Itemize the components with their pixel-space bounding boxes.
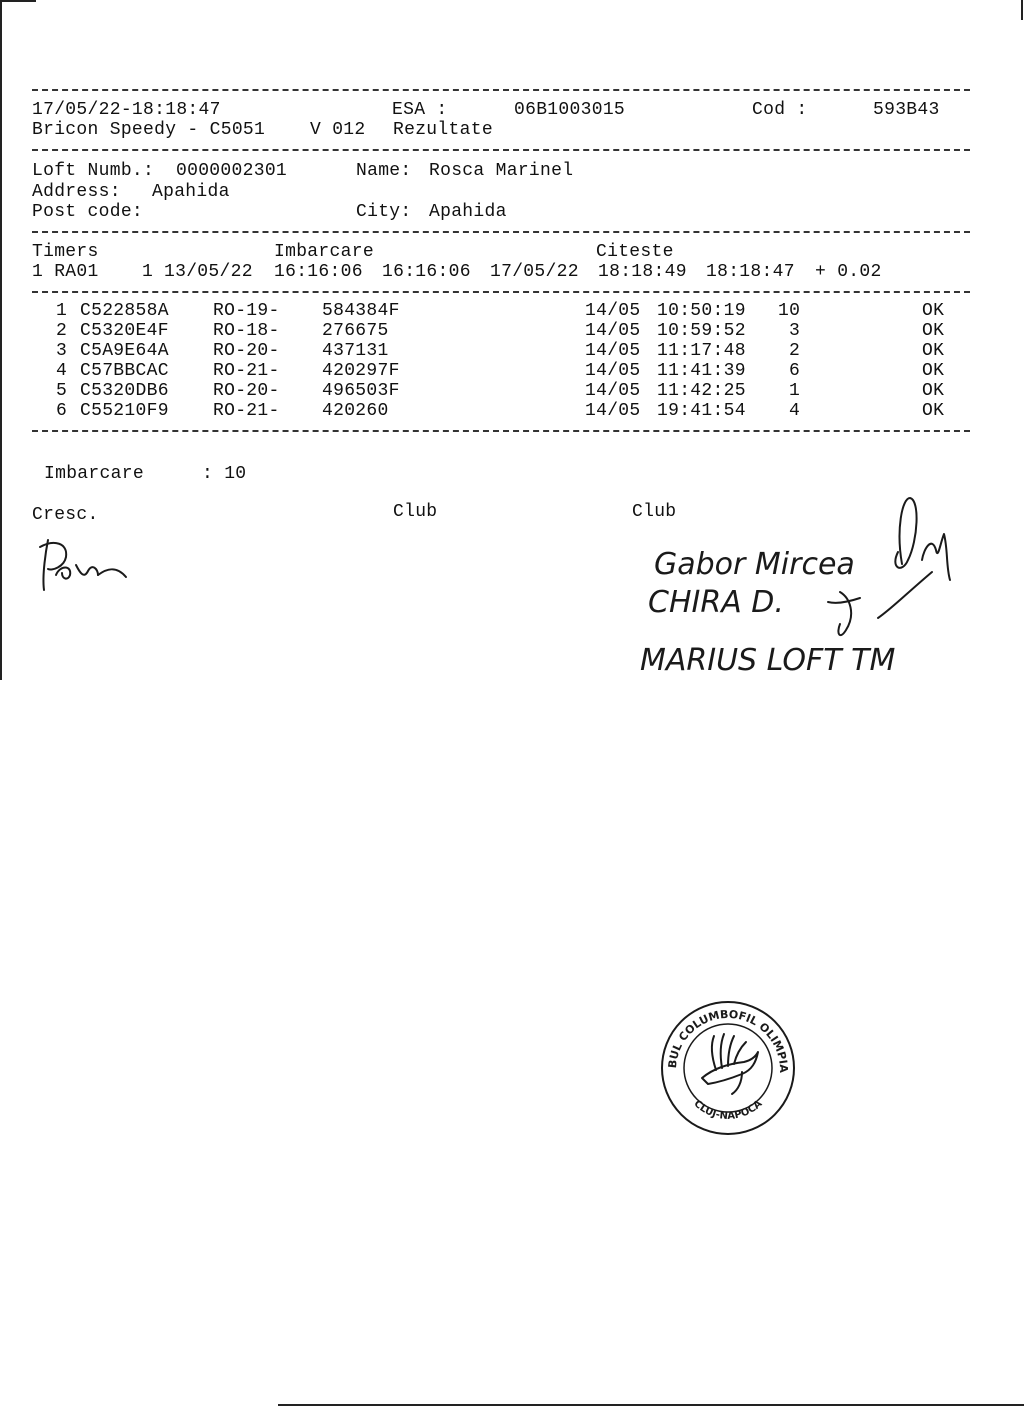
row-number: 2 bbox=[56, 321, 68, 341]
handwritten-line-1: Gabor Mircea bbox=[654, 547, 855, 582]
imbarcare-summary-value: : 10 bbox=[202, 464, 247, 484]
row-number: 4 bbox=[56, 361, 68, 381]
row-number: 3 bbox=[56, 341, 68, 361]
club-stamp bbox=[653, 988, 798, 1138]
separator-line bbox=[32, 149, 970, 151]
arrival-date: 14/05 bbox=[585, 381, 641, 401]
timer-basket-time: 16:16:06 bbox=[274, 262, 363, 282]
place-value: 6 bbox=[789, 361, 801, 381]
ring-number: 496503F bbox=[322, 381, 400, 401]
chip-code: C5A9E64A bbox=[80, 341, 169, 361]
document-type: Rezultate bbox=[393, 120, 493, 140]
place-value: 4 bbox=[789, 401, 801, 421]
arrival-date: 14/05 bbox=[585, 341, 641, 361]
place-value: 1 bbox=[789, 381, 801, 401]
chip-code: C55210F9 bbox=[80, 401, 169, 421]
chip-code: C57BBCAC bbox=[80, 361, 169, 381]
ring-series: RO-21- bbox=[213, 361, 280, 381]
fancier-name: Rosca Marinel bbox=[429, 161, 574, 181]
loft-number: 0000002301 bbox=[176, 161, 288, 181]
scan-border-top bbox=[0, 0, 36, 2]
esa-label: ESA : bbox=[392, 100, 448, 120]
ring-series: RO-21- bbox=[213, 401, 280, 421]
ring-number: 437131 bbox=[322, 341, 389, 361]
ring-number: 420297F bbox=[322, 361, 400, 381]
ring-series: RO-19- bbox=[213, 301, 280, 321]
status-value: OK bbox=[922, 341, 945, 361]
row-number: 6 bbox=[56, 401, 68, 421]
cod-value: 593B43 bbox=[873, 100, 940, 120]
arrival-time: 11:42:25 bbox=[657, 381, 746, 401]
arrival-date: 14/05 bbox=[585, 301, 641, 321]
timer-basket-date: 13/05/22 bbox=[164, 262, 253, 282]
status-value: OK bbox=[922, 361, 945, 381]
imbarcare-summary-label: Imbarcare bbox=[44, 464, 144, 484]
esa-value: 06B1003015 bbox=[514, 100, 626, 120]
svg-text:CLUBUL COLUMBOFIL OLIMPIA 04: CLUBUL COLUMBOFIL OLIMPIA 04 bbox=[653, 988, 791, 1074]
chip-code: C5320DB6 bbox=[80, 381, 169, 401]
arrival-time: 11:41:39 bbox=[657, 361, 746, 381]
arrival-time: 19:41:54 bbox=[657, 401, 746, 421]
arrival-date: 14/05 bbox=[585, 321, 641, 341]
ring-series: RO-18- bbox=[213, 321, 280, 341]
club-label-1: Club bbox=[393, 502, 438, 522]
ring-number: 276675 bbox=[322, 321, 389, 341]
device-name: Bricon Speedy - C5051 bbox=[32, 120, 266, 140]
arrival-date: 14/05 bbox=[585, 401, 641, 421]
arrival-date: 14/05 bbox=[585, 361, 641, 381]
cresc-label: Cresc. bbox=[32, 505, 99, 525]
city-label: City: bbox=[356, 202, 412, 222]
loft-number-label: Loft Numb.: bbox=[32, 161, 155, 181]
ring-series: RO-20- bbox=[213, 341, 280, 361]
separator-line bbox=[32, 291, 970, 293]
timer-deviation: + 0.02 bbox=[815, 262, 882, 282]
timer-id: 1 RA01 bbox=[32, 262, 99, 282]
separator-line bbox=[32, 89, 970, 91]
cod-label: Cod : bbox=[752, 100, 808, 120]
ring-series: RO-20- bbox=[213, 381, 280, 401]
handwritten-line-2: CHIRA D. bbox=[648, 585, 784, 620]
status-value: OK bbox=[922, 401, 945, 421]
arrival-time: 10:50:19 bbox=[657, 301, 746, 321]
name-label: Name: bbox=[356, 161, 412, 181]
status-value: OK bbox=[922, 321, 945, 341]
arrival-time: 10:59:52 bbox=[657, 321, 746, 341]
separator-line bbox=[32, 231, 970, 233]
arrival-time: 11:17:48 bbox=[657, 341, 746, 361]
club-label-2: Club bbox=[632, 502, 677, 522]
scan-border-bottom bbox=[278, 1404, 1024, 1406]
print-datetime: 17/05/22-18:18:47 bbox=[32, 100, 221, 120]
postcode-label: Post code: bbox=[32, 202, 144, 222]
ring-number: 420260 bbox=[322, 401, 389, 421]
address-value: Apahida bbox=[152, 182, 230, 202]
address-label: Address: bbox=[32, 182, 121, 202]
status-value: OK bbox=[922, 381, 945, 401]
scan-border-left bbox=[0, 0, 2, 680]
timer-read-time: 18:18:49 bbox=[598, 262, 687, 282]
place-value: 3 bbox=[789, 321, 801, 341]
club-handwriting bbox=[640, 490, 970, 690]
place-value: 2 bbox=[789, 341, 801, 361]
row-number: 1 bbox=[56, 301, 68, 321]
chip-code: C522858A bbox=[80, 301, 169, 321]
chip-code: C5320E4F bbox=[80, 321, 169, 341]
handwritten-line-3: MARIUS LOFT TM bbox=[640, 643, 896, 678]
citeste-header: Citeste bbox=[596, 242, 674, 262]
timer-read-time-clock: 18:18:47 bbox=[706, 262, 795, 282]
imbarcare-header: Imbarcare bbox=[274, 242, 374, 262]
timer-basket-time-clock: 16:16:06 bbox=[382, 262, 471, 282]
separator-line bbox=[32, 430, 970, 432]
svg-text:CLUJ-NAPOCA: CLUJ-NAPOCA bbox=[691, 1098, 765, 1122]
city-value: Apahida bbox=[429, 202, 507, 222]
device-version: V 012 bbox=[310, 120, 366, 140]
scan-border-right bbox=[1021, 0, 1023, 20]
dove-icon bbox=[702, 1034, 758, 1094]
row-number: 5 bbox=[56, 381, 68, 401]
timer-read-date: 17/05/22 bbox=[490, 262, 579, 282]
place-value: 10 bbox=[778, 301, 801, 321]
breeder-signature bbox=[36, 535, 136, 595]
timers-label: Timers bbox=[32, 242, 99, 262]
status-value: OK bbox=[922, 301, 945, 321]
timer-count: 1 bbox=[142, 262, 154, 282]
ring-number: 584384F bbox=[322, 301, 400, 321]
